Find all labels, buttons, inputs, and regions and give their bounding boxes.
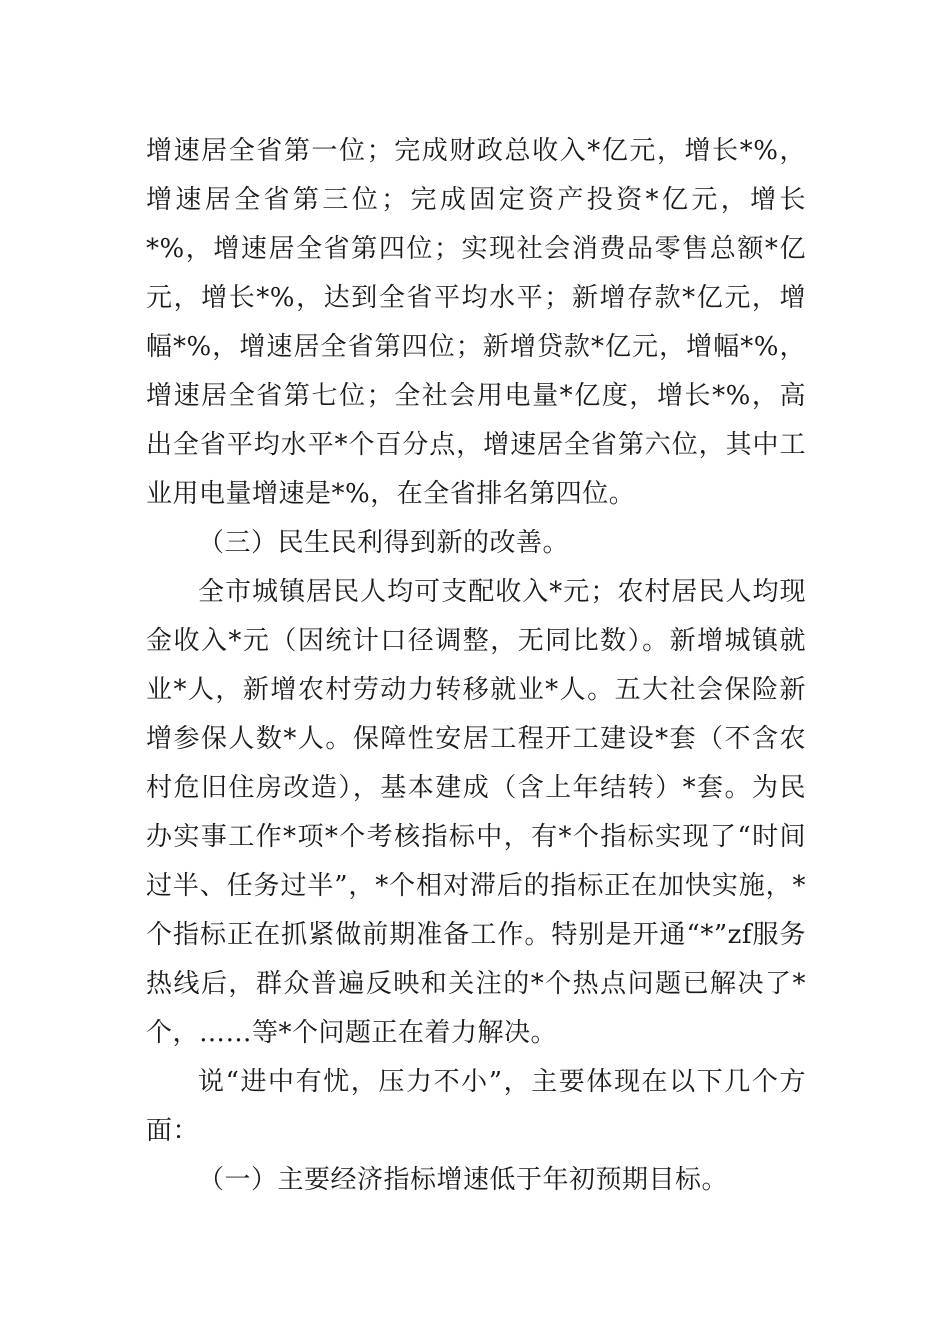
document-body xyxy=(146,127,806,1205)
section-heading-growth-target: （一）主要经济指标增速低于年初预期目标。 xyxy=(198,1165,729,1195)
paragraph-livelihood: 全市城镇居民人均可支配收入*元；农村居民人均现金收入*元（因统计口径调整，无同比数）。新增城镇就业*人，新增农村劳动力转移就业*人。五大社会保险新增参保人数*人。保障性安居工程开工建设*套（不含农村危旧住房改造），基本建成（含上年结转）*套。为民办实事工作*项*个考核指标中，有*个指标实现了“时间过半、任务过半”，*个相对滞后的指标正在加快实施，*个指标正在抓紧做前期准备工作。特别是开通“*”zf服务热线后，群众普遍反映和关注的*个热点问题已解决了*个，……等*个问题正在着力解决。 xyxy=(146,577,806,1048)
paragraph-pressure-intro: 说“进中有忧，压力不小”，主要体现在以下几个方面： xyxy=(146,1067,806,1146)
section-heading-livelihood: （三）民生民利得到新的改善。 xyxy=(198,528,570,558)
paragraph-economic-indicators: 增速居全省第一位；完成财政总收入*亿元，增长*%，增速居全省第三位；完成固定资产投资*亿元，增长*%，增速居全省第四位；实现社会消费品零售总额*亿元，增长*%，达到全省平均水平；新增存款*亿元，增幅*%，增速居全省第四位；新增贷款*亿元，增幅*%，增速居全省第七位；全社会用电量*亿度，增长*%，高出全省平均水平*个百分点，增速居全省第六位，其中工业用电量增速是*%，在全省排名第四位。 xyxy=(146,136,806,509)
